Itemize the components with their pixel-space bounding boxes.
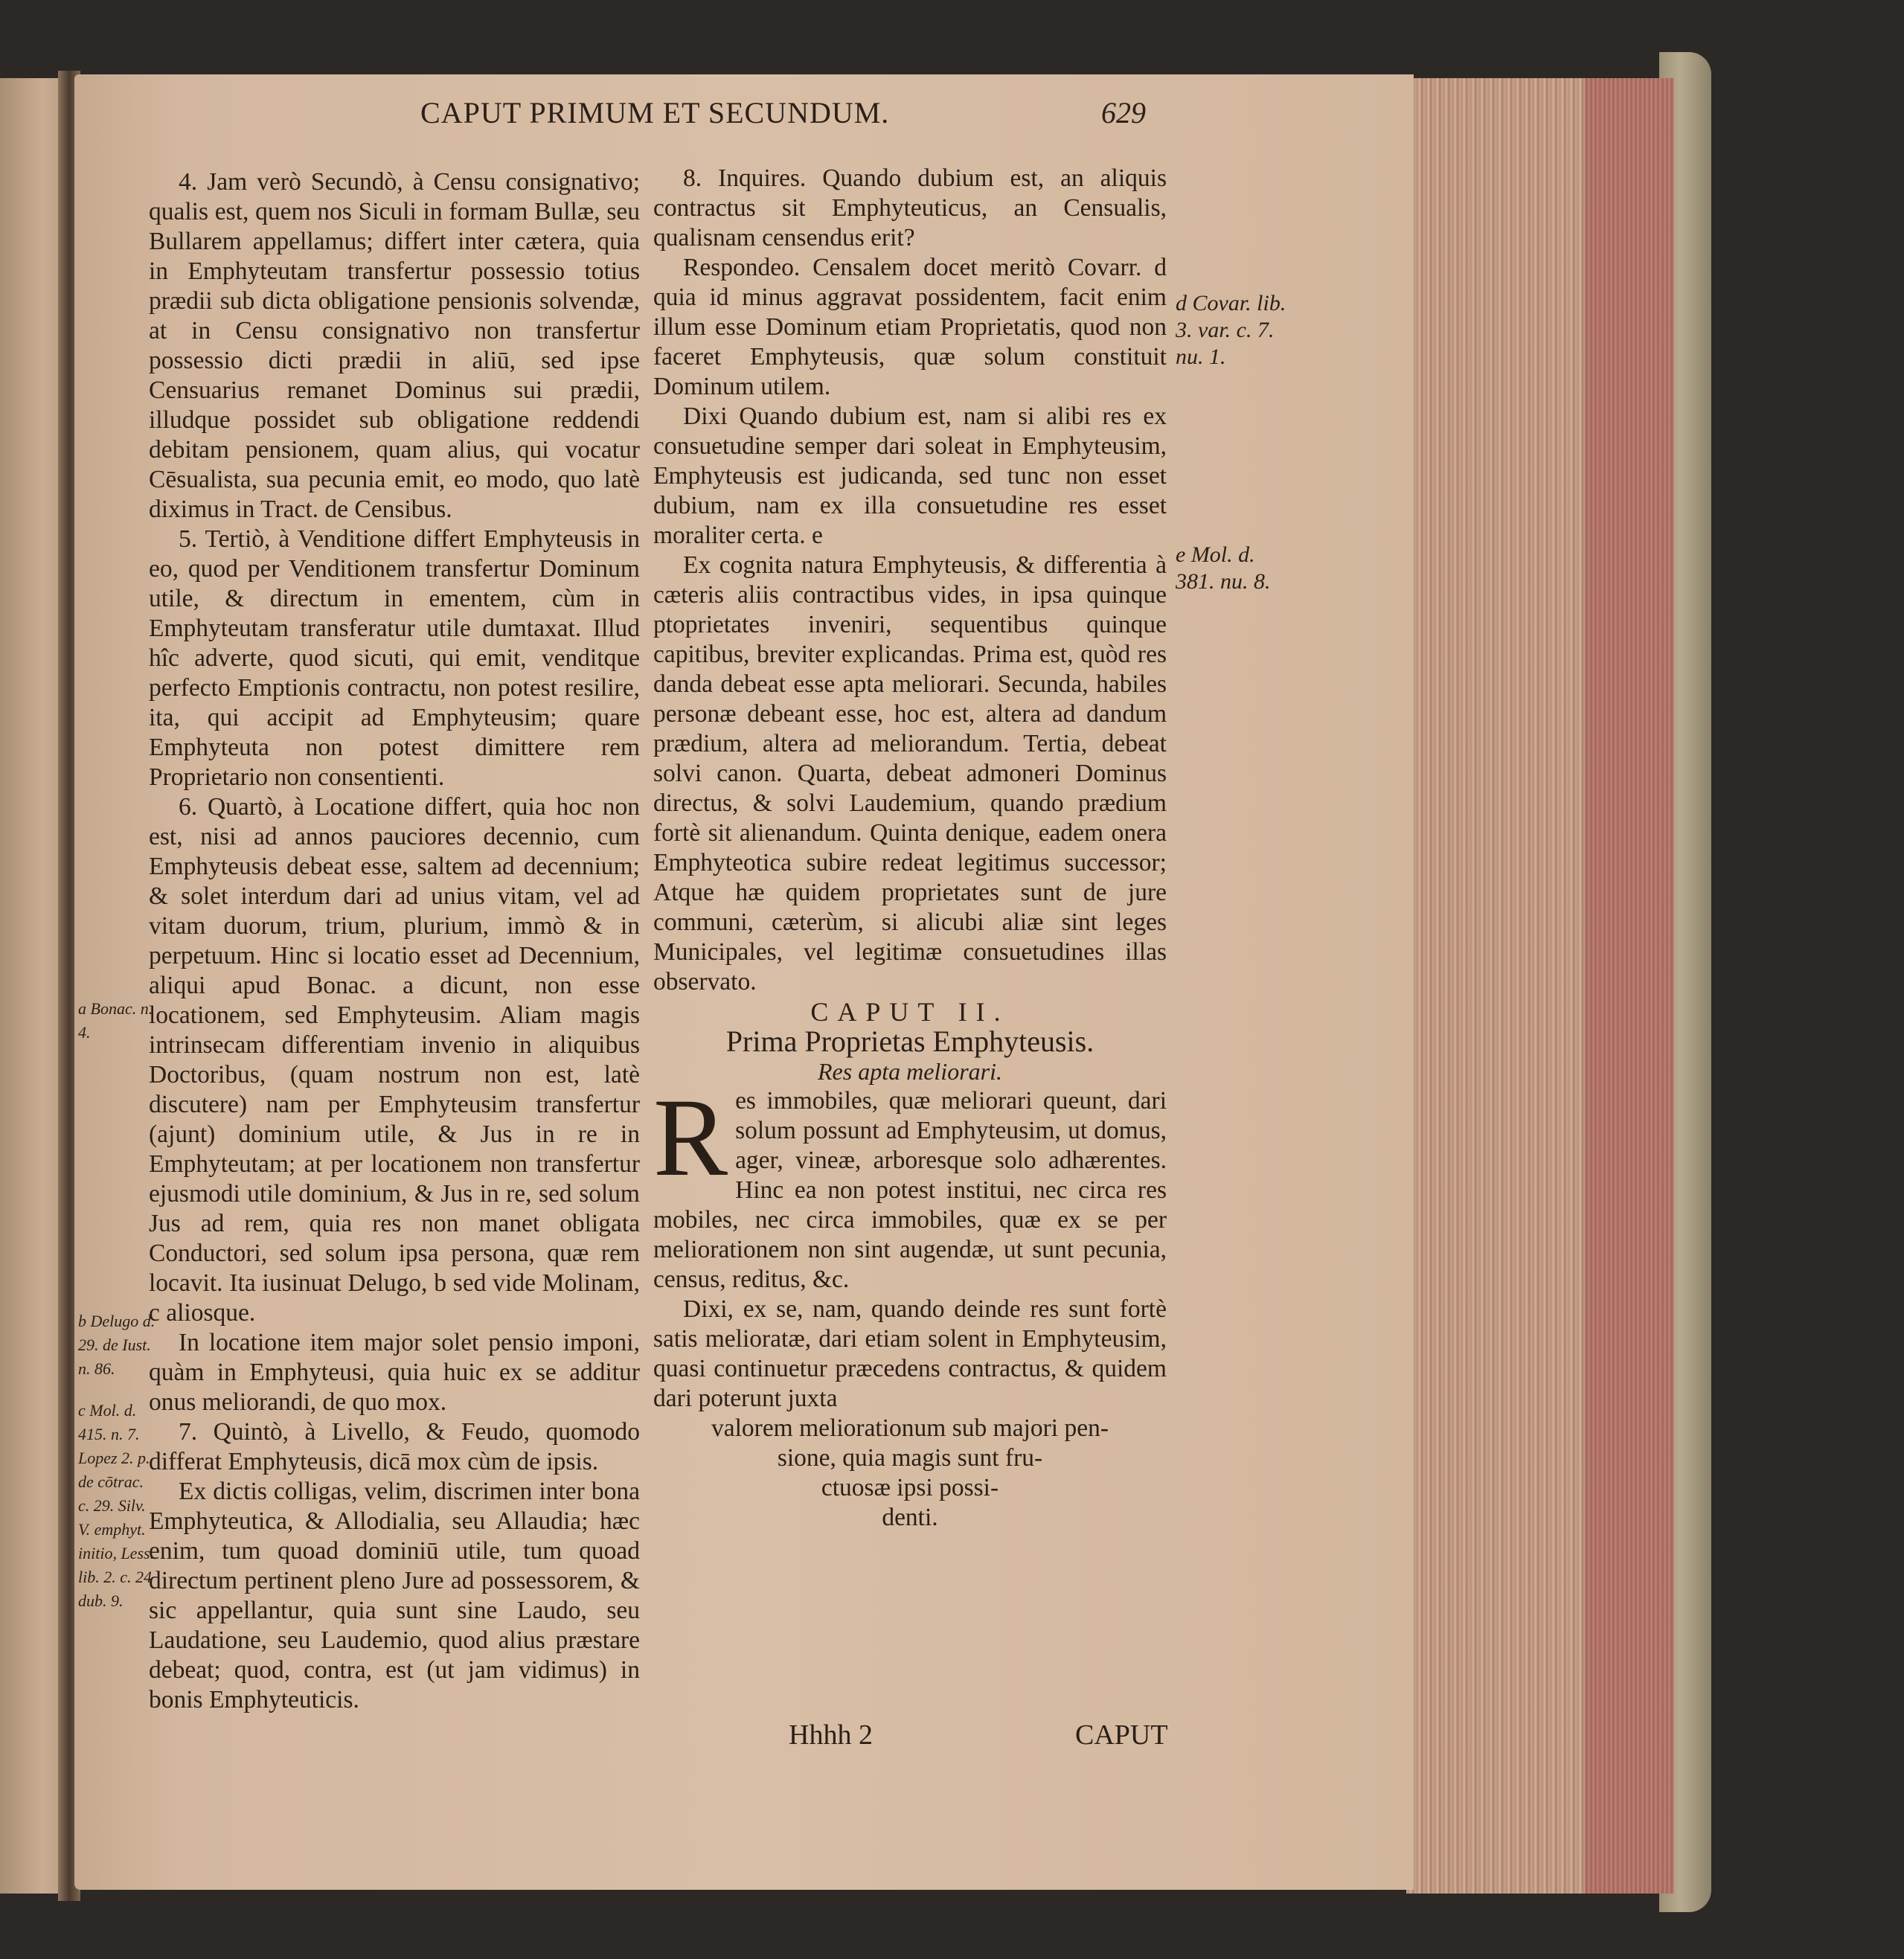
taper-line: valorem meliorationum sub majori pen- [711,1414,1109,1442]
margin-note: d Covar. lib. 3. var. c. 7. nu. 1. [1176,291,1286,369]
signature-mark: Hhhh 2 [789,1719,873,1751]
margin-note: e Mol. d. 381. nu. 8. [1176,542,1271,594]
chapter-motto: Res apta meliorari. [818,1058,1002,1085]
page-stack-edge [1406,78,1674,1894]
first-paragraph [653,1076,1167,1295]
paragraph: 8. Inquires. Quando dubium est, an aliquis contractus sit Emphyteuticus, an Censualis, qualisnam censendus erit? [653,164,1167,251]
chapter-subtitle: Prima Proprietas Emphyteusis. [725,1025,1094,1058]
right-text-column [653,164,1167,1533]
paragraph: Ex dictis colligas, velim, discrimen inter bona Emphyteutica, & Allodialia, seu Allaudia; hæc enim, tum quoad dominiū utile, tum quoad directum pertinent pleno Jure ad possessorem, & sic appellantur, quia sunt sine Laudo, seu Laudatione, seu Laudemio, quod alius præstare debeat; quod, contra, est (ut jam vidimus) in bonis Emphyteuticis. [149,1478,640,1713]
paragraph: Ex cognita natura Emphyteusis, & differentia à cæteris aliis contractibus vides, in ipsa quinque ptoprietates inveniri, sequentibus quinque capitibus, breviter explicandas. Prima est, quòd res danda debeat esse apta meliorari. Secunda, habiles personæ debeant esse, hoc est, altera ad dandum prædium, altera ad meliorandum. Tertia, debeat solvi canon. Quarta, debeat admoneri Dominus directus, & solvi Laudemium, quando prædium fortè sit alienandum. Quinta denique, eadem onera Emphyteotica subire redeat legitimus successor; Atque hæ quidem proprietates sunt de jure communi, cæterùm, si alicubi aliæ sint leges Municipales, vel legitimæ consuetudines illas observato. [653,551,1167,995]
taper-line: ctuosæ ipsi possi- [821,1474,999,1501]
first-paragraph-text: es immobiles, quæ meliorari queunt, dari solum possunt ad Emphyteusim, ut domus, ager, vineæ, arboresque solo adhærentes. Hinc ea non potest institui, nec circa res mobiles, nec circa immobiles, quæ ex se per meliorationem non sint augendæ, ut sunt pecunia, census, reditus, &c. [653,1087,1167,1293]
paragraph: In locatione item major solet pensio imponi, quàm in Emphyteusi, quia huic ex se additur onus meliorandi, de quo mox. [149,1329,640,1416]
paragraph: Dixi, ex se, nam, quando deinde res sunt fortè satis melioratæ, dari etiam solent in Emphyteusim, quasi continuetur præcedens contractus, & quidem dari poterunt juxta [653,1295,1167,1412]
drop-cap: R [653,1076,728,1199]
paragraph: Respondeo. Censalem docet meritò Covarr. d quia id minus aggravat possidentem, facit enim illum esse Dominum etiam Proprietatis, quod non faceret Emphyteusis, quæ solum constituit Dominum utilem. [653,254,1167,400]
left-text-column [149,167,640,1715]
paragraph: Dixi Quando dubium est, nam si alibi res ex consuetudine semper dari soleat in Emphyteusim, Emphyteusis est judicanda, sed tunc non esset dubium, nam ex illa consuetudine res esset moraliter certa. e [653,403,1167,549]
paragraph: 5. Tertiò, à Venditione differt Emphyteusis in eo, quod per Venditionem transfertur Dominum utile, & directum in ementem, cùm in Emphyteutam transferatur utile dumtaxat. Illud hîc adverte, quod sicuti, qui emit, venditque perfecto Emptionis contractu, non potest resilire, ita, qui accipit ad Emphyteusim; quare Emphyteuta non potest dimittere rem Proprietario non consentienti. [149,525,640,791]
taper-line: sione, quia magis sunt fru- [777,1444,1043,1472]
paragraph: 7. Quintò, à Livello, & Feudo, quomodo differat Emphyteusis, dicā mox cùm de ipsis. [149,1418,640,1475]
page-number: 629 [1101,96,1146,129]
taper-line: denti. [882,1504,938,1531]
catchword: CAPUT [1075,1719,1168,1751]
margin-note: a Bonac. n. 4. [78,999,153,1042]
running-head: CAPUT PRIMUM ET SECUNDUM. [420,96,890,129]
paragraph: 6. Quartò, à Locatione differt, quia hoc non est, nisi ad annos pauciores decennio, cum Emphyteusis debeat esse, saltem ad decennium; & solet interdum dari ad unius vitam, vel ad vitam duorum, trium, plurium, immò & in perpetuum. Hinc si locatio esset ad Decennium, aliqui apud Bonac. a dicunt, non esse locationem, sed Emphyteusim. Aliam magis intrinsecam differentiam invenio in aliquibus Doctoribus, (quam nostrum non est, latè discutere) nam per Emphyteusim transfertur (ajunt) dominium utile, & Jus in re in Emphyteutam; at per locationem non transfertur ejusmodi utile dominium, & Jus in re, sed solum Jus ad rem, quia res non manet obligata Conductori, sed solum ipsa persona, quæ rem locavit. Ita iusinuat Delugo, b sed vide Molinam, c aliosque. [149,793,640,1327]
paragraph: 4. Jam verò Secundò, à Censu consignativo; qualis est, quem nos Siculi in formam Bullæ, seu Bullarem appellamus; differt inter cætera, quia in Emphyteutam transfertur possessio totius prædii sub dicta obligatione pensionis solvendæ, at in Censu consignativo non transfertur possessio dicti prædii in aliū, sed ipse Censuarius remanet Dominus sui prædii, illudque possidet sub obligatione reddendi debitam pensionem, quam alius, qui vocatur Cēsualista, sua pecunia emit, eo modo, quo latè diximus in Tract. de Censibus. [149,168,640,523]
red-edge [1585,78,1674,1894]
margin-note: c Mol. d. 415. n. 7. Lopez 2. p. de cōtrac. c. 29. Silv. V. emphyt. initio, Less. lib. 2. c. 24 dub. 9. [78,1401,155,1610]
chapter-title: CAPUT II. [810,997,1010,1027]
margin-note: b Delugo d. 29. de Iust. n. 86. [78,1312,156,1378]
